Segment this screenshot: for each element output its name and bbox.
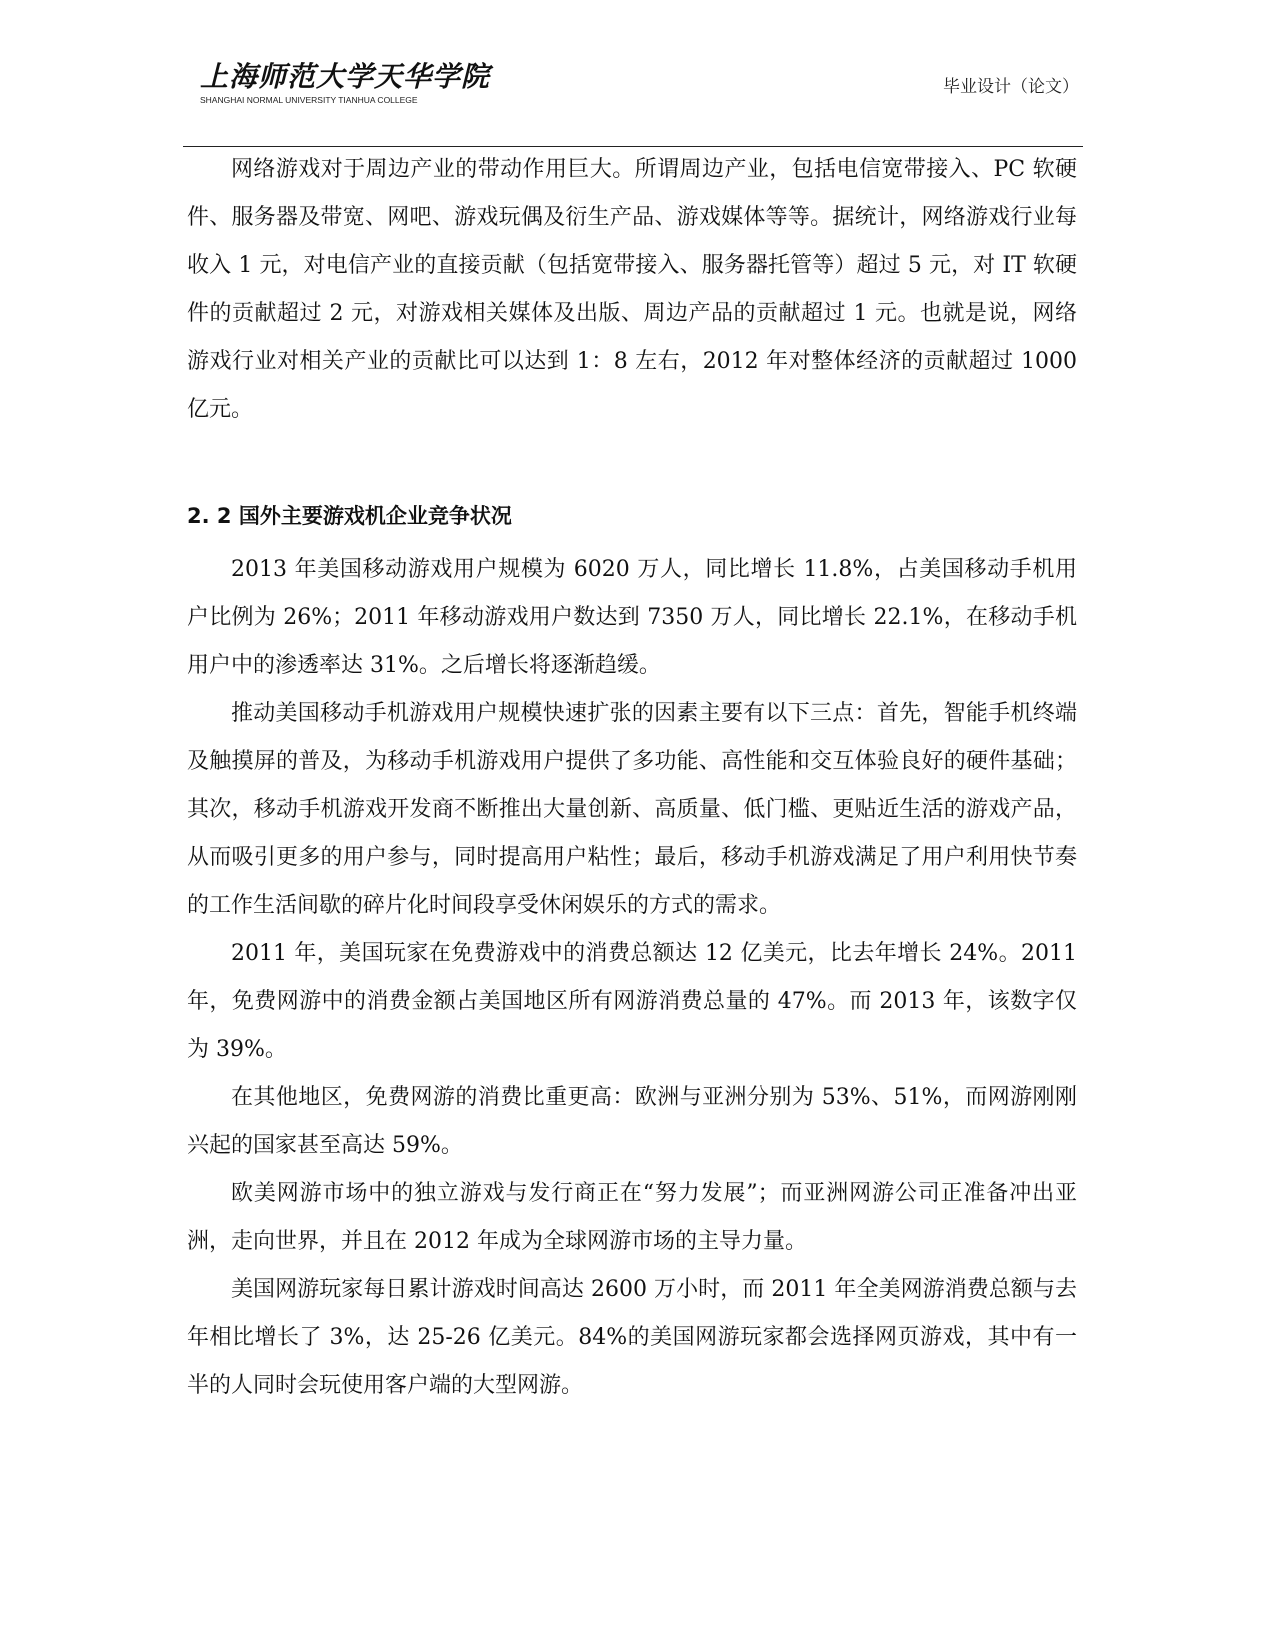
paragraph: 2011 年，美国玩家在免费游戏中的消费总额达 12 亿美元，比去年增长 24%。2011 年，免费网游中的消费金额占美国地区所有网游消费总量的 47%。而 2013 年，该数字仅为 39%。 [187, 941, 1077, 1062]
paragraph: 2013 年美国移动游戏用户规模为 6020 万人，同比增长 11.8%，占美国移动手机用户比例为 26%；2011 年移动游戏用户数达到 7350 万人，同比增长 22.1%，在移动手机用户中的渗透率达 31%。之后增长将逐渐趋缓。 [187, 557, 1077, 678]
paragraph: 欧美网游市场中的独立游戏与发行商正在“努力发展”；而亚洲网游公司正准备冲出亚洲，走向世界，并且在 2012 年成为全球网游市场的主导力量。 [187, 1181, 1077, 1254]
paragraph: 网络游戏对于周边产业的带动作用巨大。所谓周边产业，包括电信宽带接入、PC 软硬件、服务器及带宽、网吧、游戏玩偶及衍生产品、游戏媒体等等。据统计，网络游戏行业每收入 1 元，对电信产业的直接贡献（包括宽带接入、服务器托管等）超过 5 元，对 IT 软硬件的贡献超过 2 元，对游戏相关媒体及出版、周边产品的贡献超过 1 元。也就是说，网络游戏行业对相关产业的贡献比可以达到 1：8 左右，2012 年对整体经济的贡献超过 1000 亿元。 [187, 157, 1077, 422]
paragraph: 在其他地区，免费网游的消费比重更高：欧洲与亚洲分别为 53%、51%，而网游刚刚兴起的国家甚至高达 59%。 [187, 1085, 1077, 1158]
paragraph: 推动美国移动手机游戏用户规模快速扩张的因素主要有以下三点：首先，智能手机终端及触摸屏的普及，为移动手机游戏用户提供了多功能、高性能和交互体验良好的硬件基础；其次，移动手机游戏开发商不断推出大量创新、高质量、低门槛、更贴近生活的游戏产品，从而吸引更多的用户参与，同时提高用户粘性；最后，移动手机游戏满足了用户利用快节奏的工作生活间歇的碎片化时间段享受休闲娱乐的方式的需求。 [187, 701, 1077, 918]
section-heading: 2. 2 国外主要游戏机企业竞争状况 [187, 504, 512, 528]
logo-subtitle: SHANGHAI NORMAL UNIVERSITY TIANHUA COLLEGE [200, 95, 418, 105]
logo-title: 上海师范大学天华学院 [200, 60, 491, 93]
paragraph: 美国网游玩家每日累计游戏时间高达 2600 万小时，而 2011 年全美网游消费总额与去年相比增长了 3%，达 25-26 亿美元。84%的美国网游玩家都会选择网页游戏，其中有一半的人同时会玩使用客户端的大型网游。 [187, 1277, 1077, 1398]
college-logo [200, 60, 491, 106]
document-type-label: 毕业设计（论文） [943, 77, 1079, 97]
page-body [187, 146, 1077, 1410]
spacer [187, 434, 1077, 482]
